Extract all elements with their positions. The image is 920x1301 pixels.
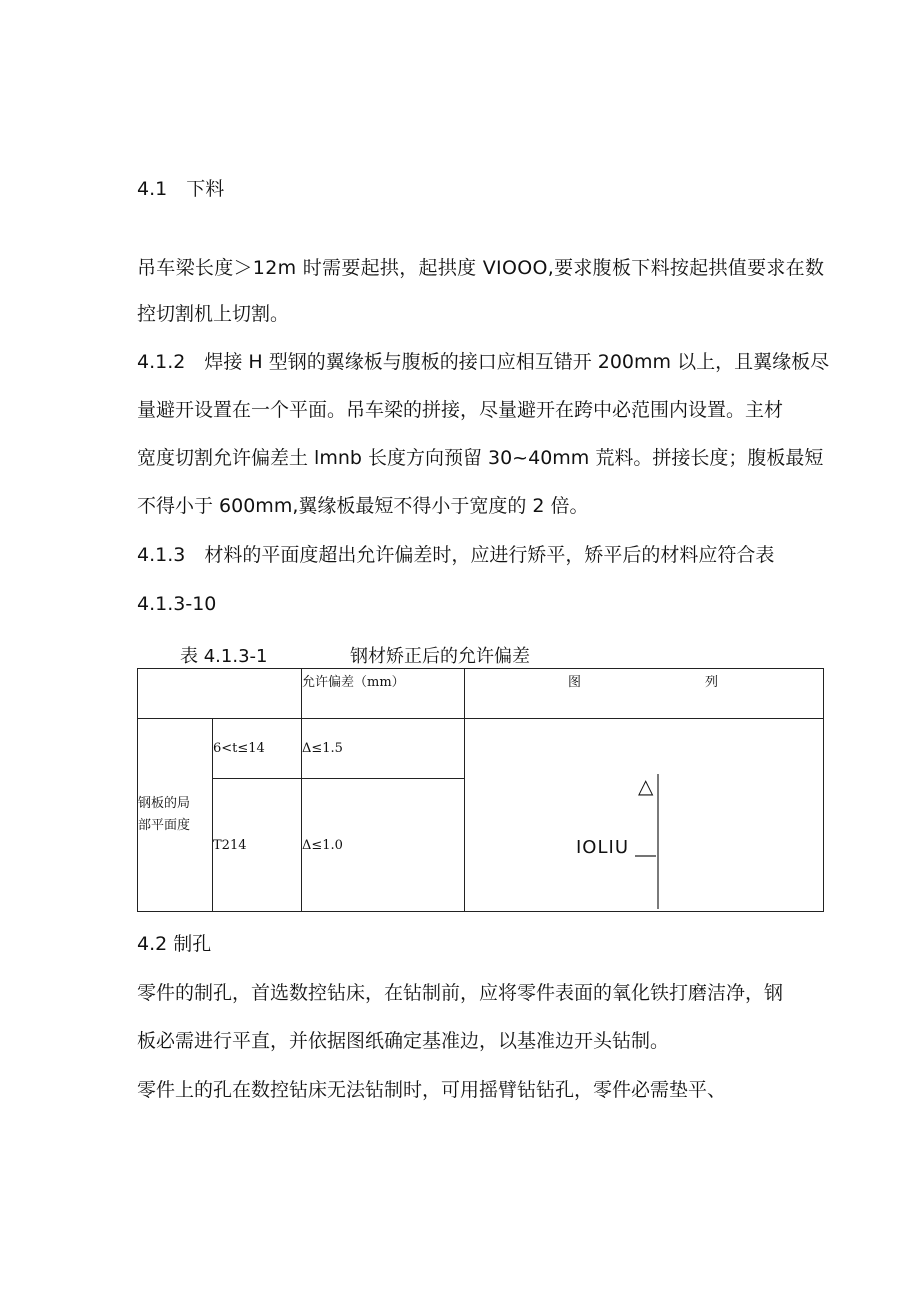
table-cell-condition-1 xyxy=(213,719,302,779)
paragraph-4-2-line-3: 零件上的孔在数控钻床无法钻制时，可用摇臂钻钻孔，零件必需垫平、 xyxy=(137,1079,727,1101)
table-header-empty xyxy=(138,669,302,719)
table-header-tolerance-text: 允许偏差（mm） xyxy=(302,675,405,690)
table-caption-title: 钢材矫正后的允许偏差 xyxy=(350,646,530,667)
paragraph-4-1-line-2: 控切割机上切割。 xyxy=(137,303,290,325)
paragraph-4-1-2-line-2: 量避开设置在一个平面。吊车梁的拼接，尽量避开在跨中必范围内设置。主材 xyxy=(137,399,784,421)
table-caption-number: 表 4.1.3-1 xyxy=(180,646,268,667)
diagram-label: IOLIU xyxy=(576,837,629,858)
table-header-figure xyxy=(465,669,824,719)
flatness-diagram xyxy=(465,719,822,909)
diagram-delta-symbol: △ xyxy=(638,774,654,798)
paragraph-4-1-2-line-3: 宽度切割允许偏差土 lmnb 长度方向预留 30~40mm 荒料。拼接长度；腹板最短 xyxy=(137,447,824,469)
table-header-tolerance xyxy=(302,669,465,719)
paragraph-4-2-line-1: 零件的制孔，首选数控钻床，在钻制前，应将零件表面的氧化铁打磨洁净，钢 xyxy=(137,982,784,1004)
table-cell-tolerance-2 xyxy=(302,779,465,912)
table-row-label-line-1: 钢板的局 xyxy=(138,796,191,811)
table-row-label-line-2: 部平面度 xyxy=(138,818,191,833)
tolerance-table xyxy=(137,668,824,912)
paragraph-4-1-3-line-1: 4.1.3 材料的平面度超出允许偏差时，应进行矫平，矫平后的材料应符合表 xyxy=(137,544,775,566)
table-row-label xyxy=(138,719,213,912)
table-cell-diagram xyxy=(465,719,824,912)
condition-2-text: T214 xyxy=(213,837,247,853)
table-cell-condition-2 xyxy=(213,779,302,912)
tolerance-1-text: Δ≤1.5 xyxy=(302,741,343,756)
table-header-figure-b: 列 xyxy=(705,675,719,690)
paragraph-4-1-2-line-4: 不得小于 600mm,翼缘板最短不得小于宽度的 2 倍。 xyxy=(137,495,589,517)
tolerance-2-text: Δ≤1.0 xyxy=(302,837,343,853)
paragraph-4-1-2-line-1: 4.1.2 焊接 H 型钢的翼缘板与腹板的接口应相互错开 200mm 以上，且翼缘板尽 xyxy=(137,351,830,373)
section-4-2-heading: 4.2 制孔 xyxy=(137,933,212,955)
section-4-1-heading: 4.1 下料 xyxy=(137,178,225,200)
table-header-figure-a: 图 xyxy=(568,675,582,690)
paragraph-4-1-line-1: 吊车梁长度＞12m 时需要起拱，起拱度 VIOOO,要求腹板下料按起拱值要求在数 xyxy=(137,257,825,279)
paragraph-4-2-line-2: 板必需进行平直，并依据图纸确定基准边，以基准边开头钻制。 xyxy=(137,1030,670,1052)
paragraph-4-1-3-line-2: 4.1.3-10 xyxy=(137,593,217,615)
table-cell-tolerance-1 xyxy=(302,719,465,779)
condition-1-text: 6<t≤14 xyxy=(213,741,265,756)
